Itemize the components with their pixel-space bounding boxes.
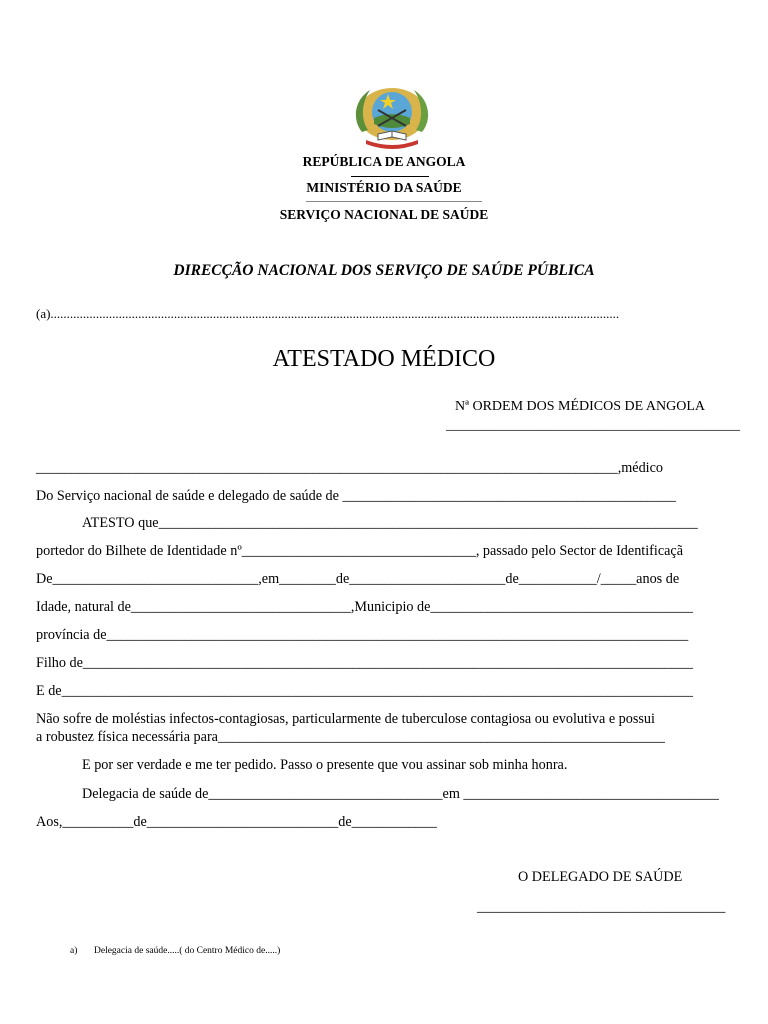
signature-label: O DELEGADO DE SAÚDE [518,869,683,885]
health-statement-line: Não sofre de moléstias infectos-contagiosas, particularmente de tuberculose contagiosa ou evolutiva e possui [36,711,655,727]
signature-line: ___________________________________ [477,899,726,915]
delegation-place-line: Delegacia de saúde de_________________________________em ____________________________________ [82,786,719,802]
service-delegate-line: Do Serviço nacional de saúde e delegado de saúde de _______________________________________________ [36,488,676,504]
date-age-line: De_____________________________,em________de______________________de___________/_____anos de [36,571,680,587]
header-divider [351,176,429,177]
father-line: Filho de______________________________________________________________________________________ [36,655,693,671]
order-number-line: __________________________________________ [446,418,740,433]
doctor-name-line: __________________________________________________________________________________,médico [36,460,663,476]
service-heading: SERVIÇO NACIONAL DE SAÚDE [279,207,489,222]
header-divider-2 [306,201,482,202]
province-line: província de__________________________________________________________________________________ [36,627,689,643]
republic-heading: REPÚBLICA DE ANGOLA [302,154,466,169]
issue-date-line: Aos,__________de___________________________de____________ [36,814,437,830]
identity-card-line: portedor do Bilhete de Identidade nº_________________________________, passado pelo Sector de Identificaçã [36,543,684,559]
footnote-marker: a) [70,946,78,956]
birthplace-line: Idade, natural de_______________________________,Municipio de_____________________________________ [36,599,693,615]
document-title: ATESTADO MÉDICO [272,346,496,372]
honor-statement-line: E por ser verdade e me ter pedido. Passo o presente que vou assinar sob minha honra. [82,757,568,773]
fitness-purpose-line: a robustez física necessária para_______________________________________________________________ [36,729,665,745]
coat-of-arms-emblem [348,84,436,150]
mother-line: E de_________________________________________________________________________________________ [36,683,693,699]
direction-heading: DIRECÇÃO NACIONAL DOS SERVIÇO DE SAÚDE PÚBLICA [173,262,595,279]
footnote-text: Delegacia de saúde.....( do Centro Médico de.....) [94,946,281,956]
reference-line: (a)............................................................................................................................................................................... [36,306,620,321]
order-number-label: Nª ORDEM DOS MÉDICOS DE ANGOLA [455,399,706,414]
attest-line: ATESTO que____________________________________________________________________________ [82,515,698,531]
ministry-heading: MINISTÉRIO DA SAÚDE [306,180,462,195]
